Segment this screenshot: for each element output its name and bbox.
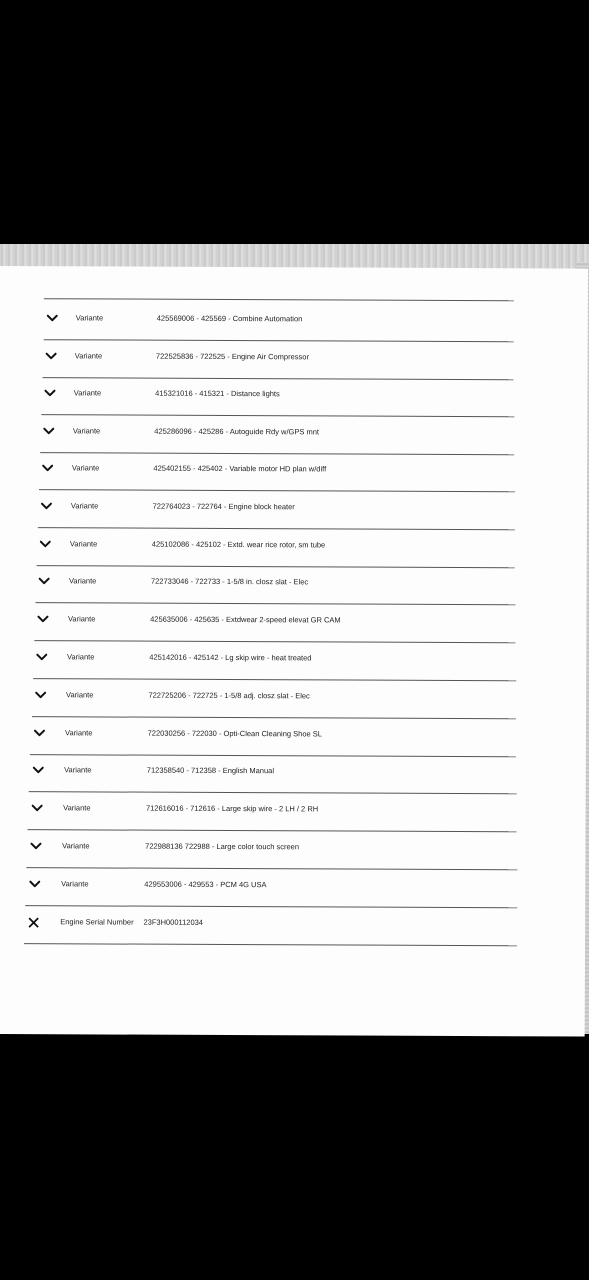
row-value: 712358540 - 712358 - English Manual (146, 766, 275, 776)
row-value: 429553006 - 429553 - PCM 4G USA (144, 879, 267, 890)
row-label: Variante (62, 841, 90, 851)
row-value: 425102086 - 425102 - Extd. wear rice rotor, sm tube (151, 539, 326, 550)
row-divider (35, 602, 515, 605)
chevron-down-icon[interactable] (45, 350, 57, 362)
row-label: Variante (72, 426, 101, 436)
list-item[interactable] (0, 571, 559, 593)
row-divider (36, 565, 515, 568)
row-value: 722733046 - 722733 - 1-5/8 in. closz slat - Elec (150, 576, 309, 587)
row-divider (41, 414, 514, 417)
chevron-down-icon[interactable] (30, 840, 42, 852)
row-divider (29, 792, 516, 795)
row-divider (32, 716, 516, 719)
chevron-down-icon[interactable] (32, 765, 44, 777)
row-divider (33, 678, 516, 681)
row-divider (42, 377, 513, 380)
list-item[interactable] (0, 685, 558, 707)
row-value: 425635006 - 425635 - Extdwear 2-speed elevat GR CAM (150, 614, 341, 625)
row-label: Variante (63, 803, 91, 813)
chevron-down-icon[interactable] (46, 312, 58, 324)
list-item[interactable] (0, 534, 559, 556)
row-label: Variante (70, 501, 99, 511)
chevron-down-icon[interactable] (36, 651, 48, 663)
list-item[interactable] (0, 798, 558, 820)
row-value: 23F3H000112034 (143, 917, 204, 927)
list-item[interactable] (0, 836, 558, 858)
chevron-down-icon[interactable] (29, 878, 41, 890)
list-item[interactable] (0, 496, 559, 518)
list-item[interactable] (0, 760, 558, 782)
row-label: Variante (61, 879, 89, 889)
row-label: Variante (68, 576, 97, 586)
row-value: 722525836 - 722525 - Engine Air Compressor (155, 351, 309, 361)
row-value: 415321016 - 415321 - Distance lights (155, 388, 280, 399)
chevron-down-icon[interactable] (44, 387, 56, 399)
chevron-down-icon[interactable] (41, 463, 53, 475)
row-divider (38, 527, 515, 530)
row-divider (24, 943, 517, 946)
row-label: Variante (74, 350, 103, 361)
row-divider (25, 905, 517, 908)
list-item[interactable] (0, 874, 557, 896)
list-item[interactable] (0, 609, 558, 631)
row-label: Variante (75, 313, 104, 323)
row-label: Variante (67, 614, 96, 624)
list-item[interactable] (0, 647, 558, 669)
row-label: Variante (69, 538, 98, 549)
list-item[interactable] (0, 383, 559, 405)
row-label: Engine Serial Number (60, 917, 134, 927)
row-divider (44, 298, 514, 301)
list-item[interactable] (0, 346, 560, 368)
row-value: 722030256 - 722030 - Opti-Clean Cleaning Shoe SL (147, 728, 322, 738)
row-value: 712616016 - 712616 - Large skip wire - 2 LH / 2 RH (145, 803, 319, 814)
chevron-down-icon[interactable] (39, 538, 51, 550)
document-page (0, 266, 588, 1037)
close-icon[interactable] (28, 916, 40, 928)
row-label: Variante (71, 463, 100, 473)
list-item[interactable] (0, 722, 558, 744)
chevron-down-icon[interactable] (42, 425, 54, 437)
chevron-down-icon[interactable] (31, 802, 43, 814)
row-divider (40, 452, 514, 455)
row-divider (34, 640, 516, 643)
row-divider (28, 829, 517, 832)
row-label: Variante (66, 651, 95, 662)
chevron-down-icon[interactable] (33, 727, 45, 739)
row-label: Variante (65, 727, 93, 737)
row-value: 722764023 - 722764 - Engine block heater (152, 501, 295, 512)
chevron-down-icon[interactable] (37, 613, 49, 625)
chevron-down-icon[interactable] (38, 575, 50, 587)
chevron-down-icon[interactable] (40, 500, 52, 512)
row-label: Variante (66, 689, 94, 700)
row-divider (30, 754, 516, 757)
row-value: 425569006 - 425569 - Combine Automation (156, 313, 303, 324)
list-item[interactable] (0, 912, 557, 934)
row-value: 425402155 - 425402 - Variable motor HD plan w/diff (153, 464, 327, 474)
list-item[interactable] (0, 458, 559, 480)
row-value: 722725206 - 722725 - 1-5/8 adj. closz slat - Elec (148, 690, 310, 700)
row-divider (39, 490, 515, 493)
row-label: Variante (64, 765, 92, 775)
row-divider (27, 867, 517, 870)
row-value: 425142016 - 425142 - Lg skip wire - heat treated (149, 652, 312, 663)
list-item[interactable] (0, 308, 560, 330)
row-value: 425286096 - 425286 - Autoguide Rdy w/GPS mnt (154, 426, 320, 437)
row-label: Variante (73, 388, 102, 398)
chevron-down-icon[interactable] (35, 689, 47, 701)
row-value: 722988136 722988 - Large color touch screen (145, 841, 300, 852)
list-item[interactable] (0, 421, 559, 443)
row-divider (44, 339, 514, 342)
